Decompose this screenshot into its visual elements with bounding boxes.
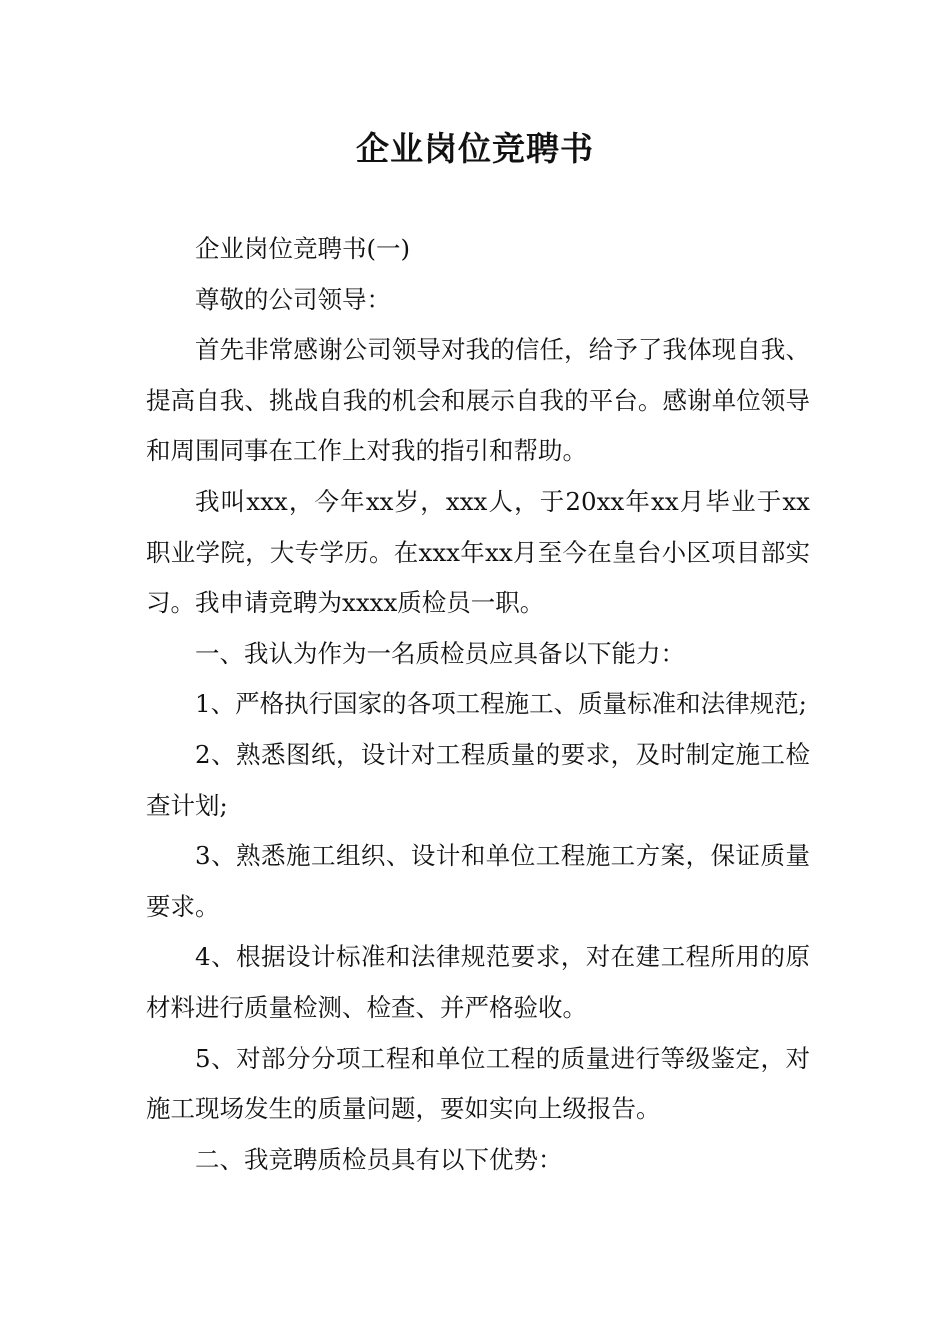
heading-advantages: 二、我竞聘质检员具有以下优势： (195, 1144, 563, 1174)
heading-abilities: 一、我认为作为一名质检员应具备以下能力： (195, 638, 685, 668)
list-item-ability-1: 1、严格执行国家的各项工程施工、质量标准和法律规范; (195, 689, 807, 719)
paragraph-gratitude: 首先非常感谢公司领导对我的信任，给予了我体现自我、提高自我、挑战自我的机会和展示自我的平台。感谢单位领导和周围同事在工作上对我的指引和帮助。 (146, 335, 810, 466)
document-body (146, 224, 810, 1185)
salutation: 尊敬的公司领导： (195, 284, 391, 314)
paragraph-introduction: 我叫xxx，今年xx岁，xxx人，于20xx年xx月毕业于xx职业学院，大专学历。在xxx年xx月至今在皇台小区项目部实习。我申请竞聘为xxxx质检员一职。 (146, 486, 810, 618)
list-item-ability-3: 3、熟悉施工组织、设计和单位工程施工方案，保证质量要求。 (146, 841, 810, 921)
list-item-ability-5: 5、对部分分项工程和单位工程的质量进行等级鉴定，对施工现场发生的质量问题，要如实向上级报告。 (146, 1043, 810, 1124)
document-title: 企业岗位竞聘书 (356, 129, 594, 168)
list-item-ability-2: 2、熟悉图纸，设计对工程质量的要求，及时制定施工检查计划; (146, 739, 810, 820)
section-heading: 企业岗位竞聘书(一) (195, 234, 411, 263)
list-item-ability-4: 4、根据设计标准和法律规范要求，对在建工程所用的原材料进行质量检测、检查、并严格验收。 (146, 942, 810, 1022)
